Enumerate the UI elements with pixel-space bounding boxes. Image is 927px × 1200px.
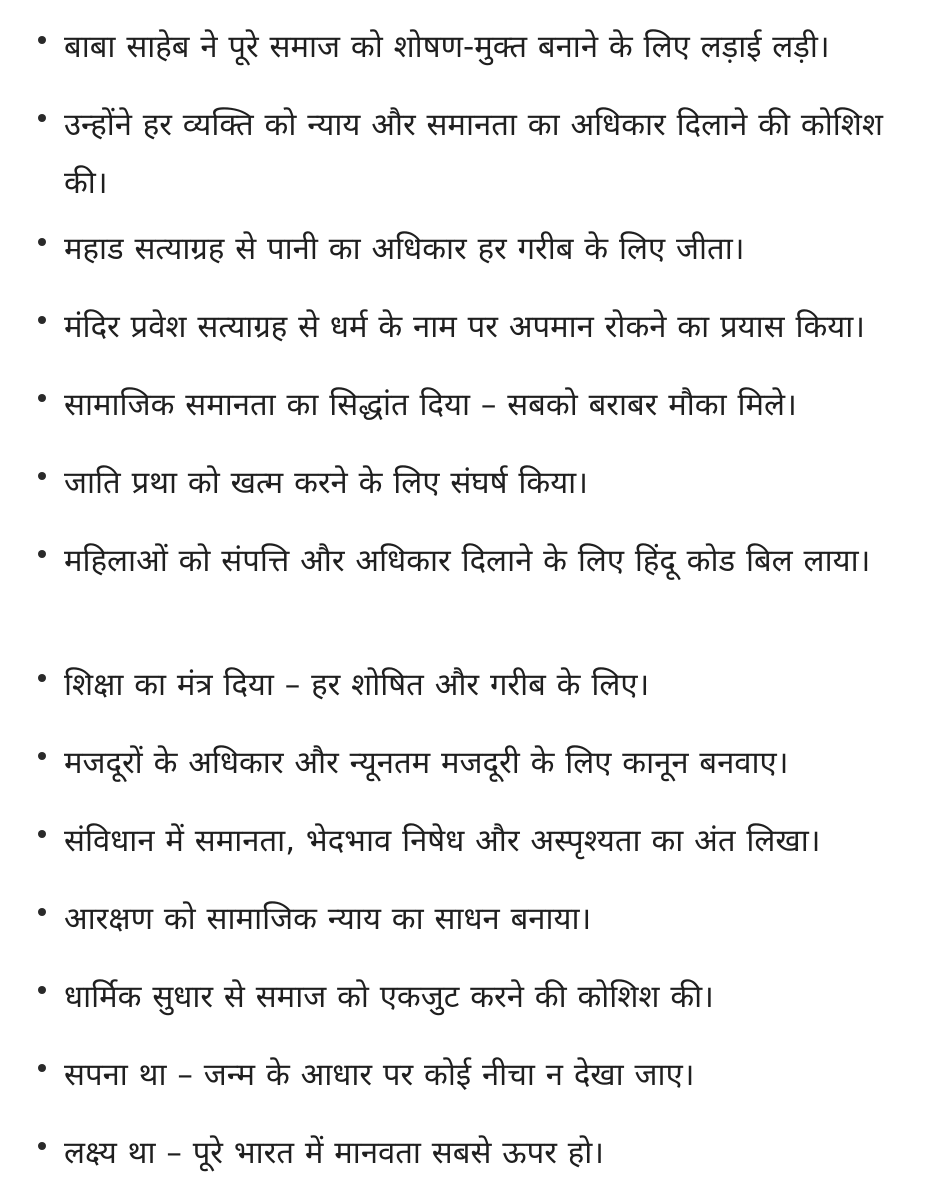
list-item-text: शिक्षा का मंत्र दिया – हर शोषित और गरीब के लिए।	[64, 667, 650, 703]
bullet-icon	[38, 908, 46, 916]
bullet-icon	[38, 238, 46, 246]
bullet-icon	[38, 752, 46, 760]
list-item-text: बाबा साहेब ने पूरे समाज को शोषण-मुक्त बनाने के लिए लड़ाई लड़ी।	[64, 29, 830, 65]
list-item-text: उन्होंने हर व्यक्ति को न्याय और समानता का अधिकार दिलाने की कोशिश की।	[64, 107, 883, 201]
bullet-icon	[38, 830, 46, 838]
bullet-icon	[38, 472, 46, 480]
list-item-text: सामाजिक समानता का सिद्धांत दिया – सबको बराबर मौका मिले।	[64, 387, 797, 423]
bullet-icon	[38, 114, 46, 122]
list-item-text: मजदूरों के अधिकार और न्यूनतम मजदूरी के लिए कानून बनवाए।	[64, 745, 789, 781]
list-item-text: महाड सत्याग्रह से पानी का अधिकार हर गरीब के लिए जीता।	[64, 231, 745, 267]
bullet-icon	[38, 986, 46, 994]
list-item-text: आरक्षण को सामाजिक न्याय का साधन बनाया।	[64, 901, 592, 937]
bullet-icon	[38, 316, 46, 324]
bullet-icon	[38, 1142, 46, 1150]
list-item-text: जाति प्रथा को खत्म करने के लिए संघर्ष किया।	[64, 465, 588, 501]
list-item-text: सपना था – जन्म के आधार पर कोई नीचा न देखा जाए।	[64, 1057, 695, 1093]
bullet-icon	[38, 394, 46, 402]
list-item-text: संविधान में समानता, भेदभाव निषेध और अस्पृश्यता का अंत लिखा।	[64, 823, 821, 859]
list-item-text: लक्ष्य था – पूरे भारत में मानवता सबसे ऊपर हो।	[64, 1135, 604, 1171]
bullet-icon	[38, 674, 46, 682]
list-item-text: धार्मिक सुधार से समाज को एकजुट करने की कोशिश की।	[64, 979, 714, 1015]
bullet-icon	[38, 550, 46, 558]
bullet-icon	[38, 36, 46, 44]
list-item-text: मंदिर प्रवेश सत्याग्रह से धर्म के नाम पर अपमान रोकने का प्रयास किया।	[64, 309, 866, 345]
bullet-icon	[38, 1064, 46, 1072]
list-item-text: महिलाओं को संपत्ति और अधिकार दिलाने के लिए हिंदू कोड बिल लाया।	[64, 543, 871, 579]
